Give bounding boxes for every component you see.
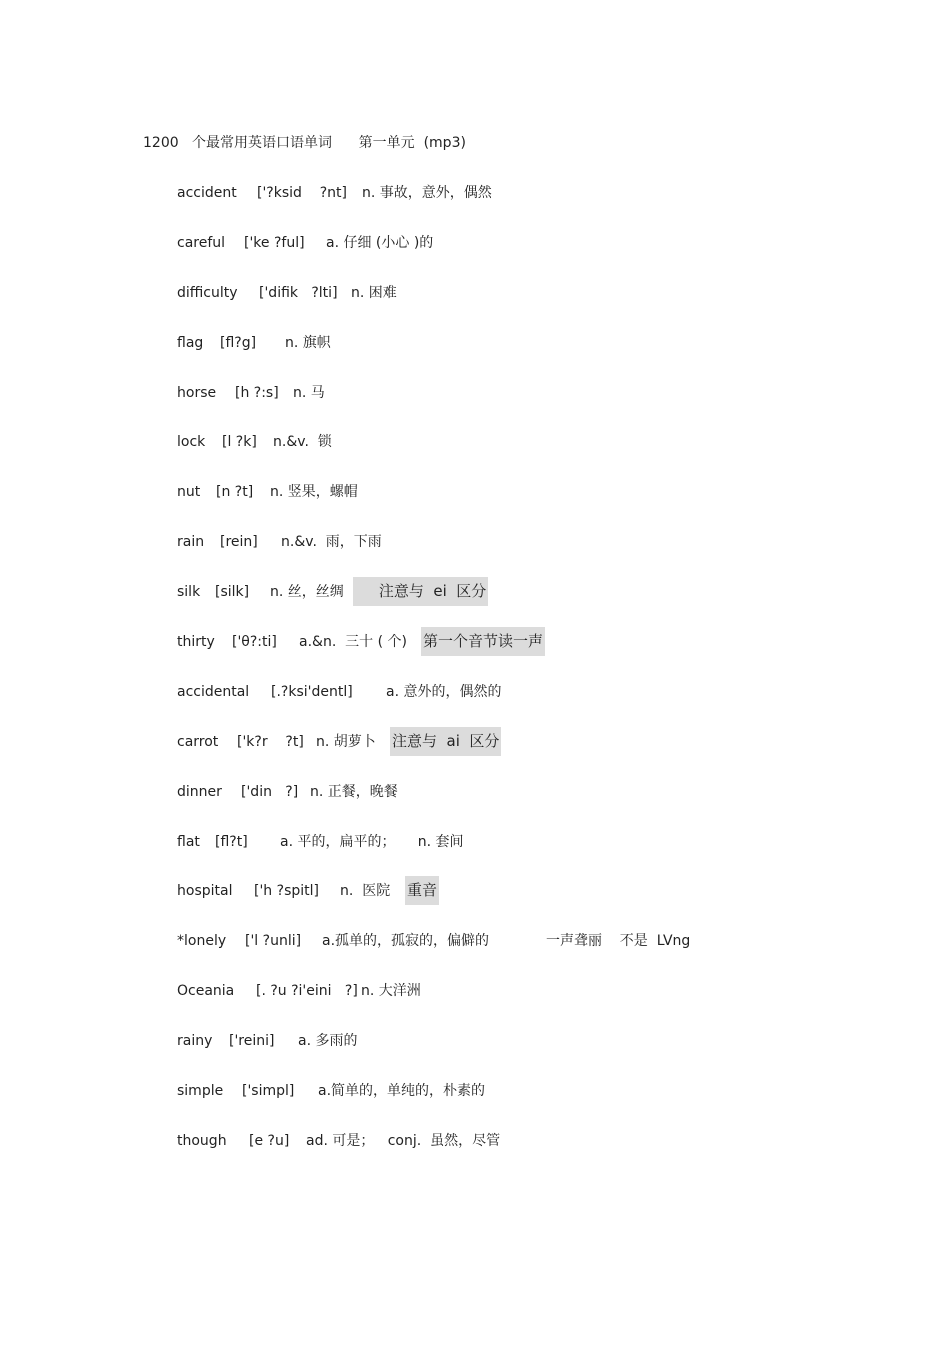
- entry-word: flat: [177, 833, 200, 850]
- entry-word: flag: [177, 334, 204, 351]
- entry-word: *lonely: [177, 933, 227, 950]
- entry-meaning: n.&v. 锁: [273, 434, 332, 451]
- entry-word: rain: [177, 534, 205, 551]
- entry-note-highlight: 重音: [405, 876, 439, 905]
- entry-word: simple: [177, 1083, 224, 1100]
- entry-word: careful: [177, 234, 226, 251]
- entry-word: though: [177, 1132, 227, 1149]
- entry-meaning: n. 旗帜: [285, 334, 331, 351]
- entry-phonetic: [n ?t]: [216, 484, 254, 501]
- entry-word: nut: [177, 484, 201, 501]
- entry-word: thirty: [177, 634, 215, 651]
- entry-note-highlight: 第一个音节读一声: [421, 627, 545, 656]
- entry-phonetic: ['simpl]: [242, 1083, 295, 1100]
- entry-word: carrot: [177, 733, 219, 750]
- entry-meaning: n. 医院: [340, 883, 391, 900]
- entry-word: silk: [177, 584, 201, 601]
- entry-phonetic: ['θ?:ti]: [232, 634, 277, 651]
- entry-note-highlight: 注意与 ei 区分: [353, 577, 488, 606]
- entry-meaning: a.简单的，单纯的，朴素的: [318, 1083, 486, 1100]
- entry-phonetic: [h ?:s]: [235, 384, 279, 401]
- entry-word: Oceania: [177, 983, 235, 1000]
- entry-phonetic: [silk]: [215, 584, 250, 601]
- entry-phonetic: ['ke ?ful]: [244, 234, 305, 251]
- entry-phonetic: ['h ?spitl]: [254, 883, 319, 900]
- entry-phonetic: ['l ?unli]: [245, 933, 302, 950]
- entry-phonetic: [.?ksi'dentl]: [271, 683, 353, 700]
- entry-meaning: ad. 可是； conj. 虽然，尽管: [306, 1132, 501, 1149]
- entry-meaning: a. 平的，扁平的； n. 套间: [280, 833, 464, 850]
- entry-phonetic: [fl?t]: [215, 833, 248, 850]
- entry-meaning: n. 正餐，晚餐: [310, 783, 398, 800]
- entry-meaning: n. 胡萝卜: [316, 733, 376, 750]
- entry-meaning: a.&n. 三十 ( 个): [299, 634, 407, 651]
- entry-phonetic: [. ?u ?i'eini ?]: [256, 983, 358, 1000]
- entry-meaning: a.孤单的，孤寂的，偏僻的: [322, 933, 490, 950]
- entry-phonetic: ['reini]: [229, 1033, 275, 1050]
- entry-meaning: n. 竖果，螺帽: [270, 484, 358, 501]
- entry-meaning: n. 丝，丝绸: [270, 584, 344, 601]
- entry-phonetic: ['k?r ?t]: [237, 733, 304, 750]
- entry-phonetic: ['difik ?lti]: [259, 284, 338, 301]
- entry-meaning: n.&v. 雨，下雨: [281, 534, 382, 551]
- entry-word: hospital: [177, 883, 233, 900]
- entry-word: dinner: [177, 783, 222, 800]
- entry-word: lock: [177, 434, 206, 451]
- entry-phonetic: ['?ksid ?nt]: [257, 185, 347, 201]
- page-title: 1200 个最常用英语口语单词 第一单元 (mp3): [143, 135, 466, 151]
- entry-phonetic: [e ?u]: [249, 1132, 290, 1149]
- entry-note: 一声聋丽 不是 LVng: [546, 933, 691, 950]
- entry-meaning: n. 事故，意外，偶然: [362, 185, 492, 201]
- entry-phonetic: [rein]: [220, 534, 258, 551]
- entry-meaning: a. 意外的，偶然的: [386, 683, 502, 700]
- entry-meaning: n. 大洋洲: [361, 983, 421, 1000]
- entry-meaning: a. 多雨的: [298, 1033, 358, 1050]
- entry-meaning: n. 马: [293, 384, 325, 401]
- entry-word: accident: [177, 185, 237, 201]
- entry-word: accidental: [177, 683, 250, 700]
- entry-word: difficulty: [177, 284, 238, 301]
- entry-phonetic: [l ?k]: [222, 434, 257, 451]
- entry-phonetic: [fl?g]: [220, 334, 257, 351]
- entry-meaning: a. 仔细 (小心 )的: [326, 234, 434, 251]
- entry-word: rainy: [177, 1033, 213, 1050]
- entry-phonetic: ['din ?]: [241, 783, 299, 800]
- entry-word: horse: [177, 384, 217, 401]
- entry-note-highlight: 注意与 ai 区分: [390, 727, 501, 756]
- entry-meaning: n. 困难: [351, 284, 397, 301]
